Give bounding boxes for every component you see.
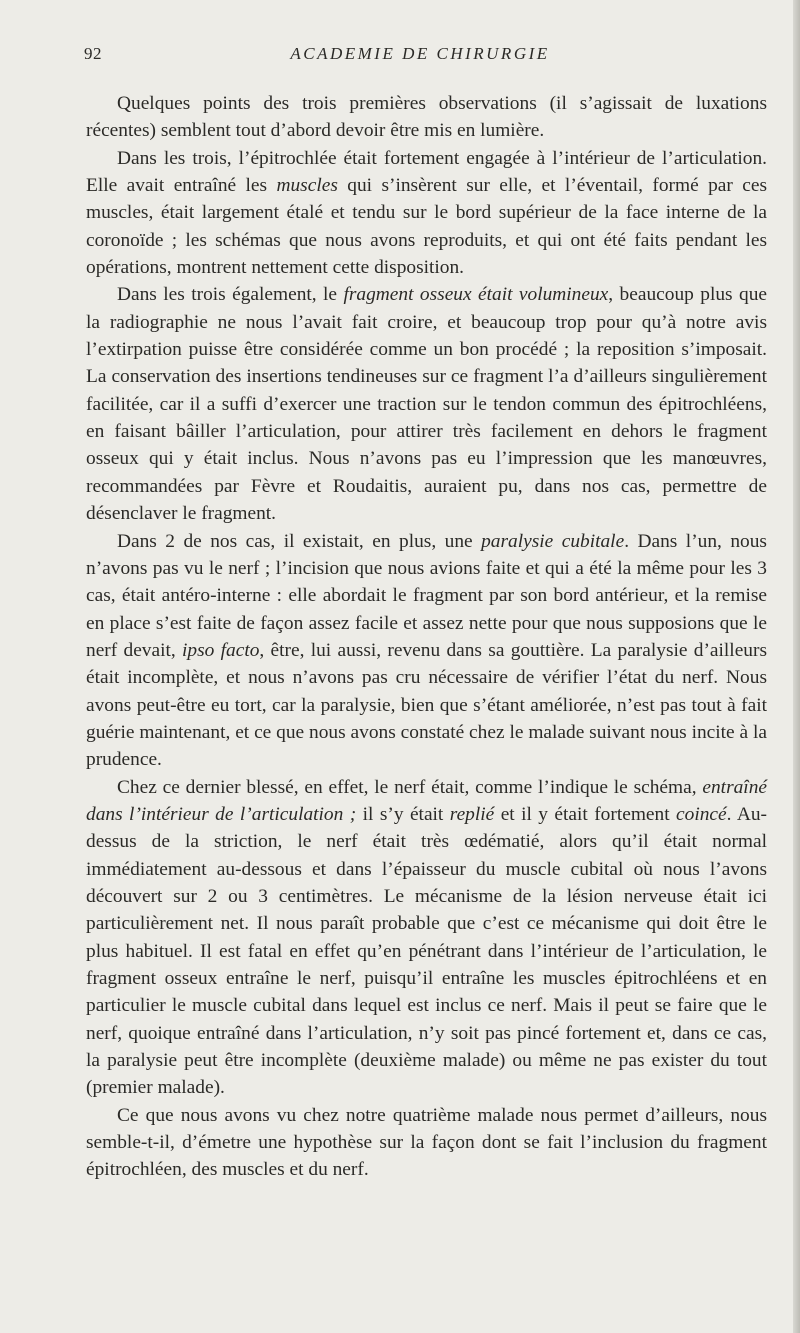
running-title: ACADEMIE DE CHIRURGIE [290, 44, 550, 63]
paragraph [86, 281, 767, 527]
paragraph [86, 774, 767, 1102]
emphasis-text: coincé [676, 803, 727, 825]
text-run: Dans les trois également, le [117, 284, 344, 306]
emphasis-text: paralysie cubitale [481, 530, 625, 552]
text-run: il s’y était [356, 803, 450, 825]
page-header [0, 44, 800, 70]
paragraph [86, 1102, 767, 1184]
emphasis-text: entraîné dans l’intérieur de l’articulation ; [86, 776, 767, 825]
text-run: Dans les trois, l’épitrochlée était fortement engagée à l’intérieur de l’articulation. Elle avait entraîné les [86, 147, 767, 197]
text-run: . Au-dessus de la striction, le nerf était très œdématié, alors qu’il était normal immédiatement au-dessous et dans l’épaisseur du muscle cubital où nous l’avons découvert sur 2 ou 3 centimètres. Le mécanisme de la lésion nerveuse était ici particulièrement net. Il nous paraît probable que c’est ce mécanisme qui doit être le plus habituel. Il est fatal en effet qu’en pénétrant dans l’intérieur de l’articulation, le fragment osseux entraîne le nerf, puisqu’il entraîne les muscles épitrochléens et en particulier le muscle cubital dans lequel est inclus ce nerf. Mais il peut se faire que le nerf, quoique entraîné dans l’articulation, n’y soit pas pincé fortement et, dans ce cas, la paralysie peut être incomplète (deuxième malade) ou même ne pas exister du tout (premier malade). [86, 803, 767, 1099]
emphasis-text: ipso facto [182, 639, 260, 661]
text-run: Ce que nous avons vu chez notre quatrième malade nous permet d’ailleurs, nous semble-t-il, d’émetre une hypothèse sur la façon dont se fait l’inclusion du fragment épitrochléen, des muscles et du nerf. [86, 1104, 767, 1181]
emphasis-text: fragment osseux était volumineux [343, 284, 609, 306]
text-run: , beaucoup plus que la radiographie ne nous l’avait fait croire, et beaucoup trop pour qu’à notre avis l’extirpation puisse être considérée comme un bon procédé ; la reposition s’imposait. La conservation des insertions tendineuses sur ce fragment l’a d’ailleurs singulièrement facilitée, car il a suffi d’exercer une traction sur le tendon commun des épitrochléens, en faisant bâiller l’articulation, pour attirer très facilement en dehors le fragment osseux qui y était inclus. Nous n’avons pas eu l’impression que les manœuvres, recommandées par Fèvre et Roudaitis, auraient pu, dans nos cas, permettre de désenclaver le fragment. [86, 284, 767, 525]
emphasis-text: replié [449, 803, 495, 825]
paragraph [86, 145, 767, 282]
paragraph [86, 528, 767, 774]
text-run: , être, lui aussi, revenu dans sa gouttière. La paralysie d’ailleurs était incomplète, et nous n’avons pas cru nécessaire de vérifier l’état du nerf. Nous avons peut-être eu tort, car la paralysie, bien que s’étant améliorée, n’est pas tout à fait guérie maintenant, et ce que nous avons constaté chez le malade suivant nous incite à la prudence. [86, 639, 767, 771]
page-number: 92 [84, 44, 102, 63]
emphasis-text: muscles [276, 175, 338, 197]
body-text [86, 90, 767, 1184]
text-run: qui s’insèrent sur elle, et l’éventail, formé par ces muscles, était largement étalé et tendu sur le bord supérieur de la face interne de la coronoïde ; les schémas que nous avons reproduits, et qui ont été faits pendant les opérations, montrent nettement cette disposition. [86, 175, 767, 279]
text-run: Quelques points des trois premières observations (il s’agissait de luxations récentes) semblent tout d’abord devoir être mis en lumière. [86, 93, 767, 142]
text-run: Dans 2 de nos cas, il existait, en plus, une [117, 530, 482, 552]
text-run: . Dans l’un, nous n’avons pas vu le nerf ; l’incision que nous avions faite et qui a été la même pour les 3 cas, était antéro-interne : elle abordait le fragment par son bord antérieur, et la remise en place s’est faite de façon assez facile et assez nette pour que nous supposions que le nerf devait, [86, 530, 767, 661]
text-run: Chez ce dernier blessé, en effet, le nerf était, comme l’indique le schéma, [117, 776, 703, 798]
page-edge-shadow [793, 0, 800, 1333]
text-run: et il y était fortement [494, 803, 677, 825]
paragraph [86, 90, 767, 145]
